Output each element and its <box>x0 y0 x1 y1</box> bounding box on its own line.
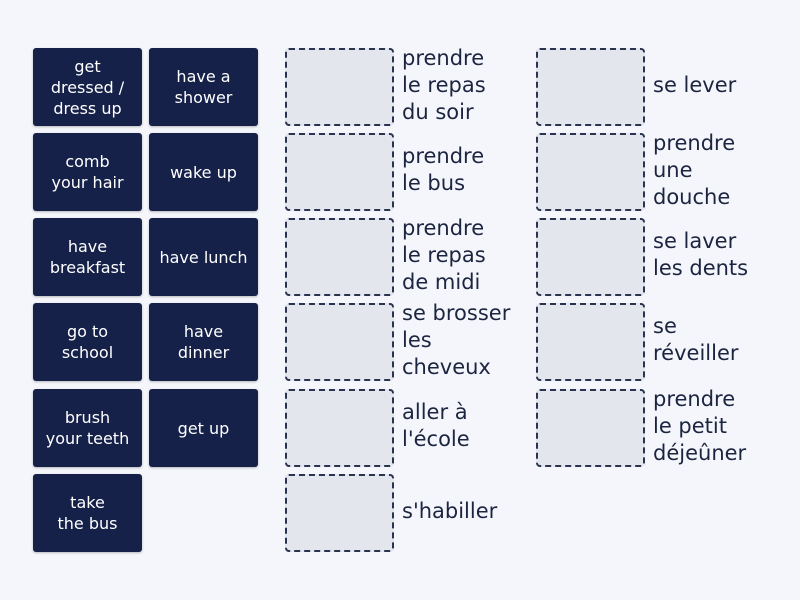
drop-slot[interactable] <box>536 48 645 126</box>
answer-card[interactable] <box>149 133 258 211</box>
target-label-text: aller à l'école <box>402 400 470 451</box>
card-text: get up <box>177 418 230 438</box>
target-label <box>402 301 527 379</box>
drop-slot[interactable] <box>536 133 645 211</box>
answer-card[interactable] <box>33 474 142 552</box>
target-label <box>653 216 778 294</box>
target-label-text: prendre le repas de midi <box>402 215 486 294</box>
drop-slot[interactable] <box>285 218 394 296</box>
card-text: have a shower <box>174 67 233 107</box>
target-label-text: se brosser les cheveux <box>402 300 511 379</box>
answer-card[interactable] <box>149 303 258 381</box>
card-text: brush your teeth <box>45 408 130 448</box>
card-text: take the bus <box>57 493 118 533</box>
target-label <box>402 131 527 209</box>
card-text: have lunch <box>159 247 248 267</box>
target-label-text: se réveiller <box>653 314 739 365</box>
drop-slot[interactable] <box>285 474 394 552</box>
answer-card[interactable] <box>149 218 258 296</box>
drop-slot[interactable] <box>285 389 394 467</box>
drop-slot[interactable] <box>285 133 394 211</box>
answer-card[interactable] <box>33 303 142 381</box>
target-label <box>653 46 778 124</box>
card-text: get dressed / dress up <box>50 56 125 118</box>
target-label <box>402 472 527 550</box>
target-label <box>653 131 778 209</box>
card-text: comb your hair <box>51 152 124 192</box>
answer-card[interactable] <box>149 48 258 126</box>
answer-card[interactable] <box>33 48 142 126</box>
card-text: wake up <box>170 162 237 182</box>
drop-slot[interactable] <box>536 303 645 381</box>
drop-slot[interactable] <box>285 303 394 381</box>
target-label <box>402 216 527 294</box>
target-label <box>402 46 527 124</box>
card-text: have breakfast <box>49 237 126 277</box>
target-label-text: se laver les dents <box>653 229 749 280</box>
answer-card[interactable] <box>33 389 142 467</box>
answer-card[interactable] <box>33 218 142 296</box>
target-label-text: prendre le repas du soir <box>402 45 486 124</box>
drop-slot[interactable] <box>285 48 394 126</box>
target-label-text: prendre une douche <box>653 130 736 209</box>
target-label-text: s'habiller <box>402 498 498 523</box>
target-label-text: se lever <box>653 72 737 97</box>
target-label-text: prendre le bus <box>402 144 485 195</box>
target-label <box>402 387 527 465</box>
target-label <box>653 301 778 379</box>
answer-card[interactable] <box>149 389 258 467</box>
drop-slot[interactable] <box>536 389 645 467</box>
card-text: have dinner <box>177 322 230 362</box>
card-text: go to school <box>61 322 114 362</box>
target-label-text: prendre le petit déjeûner <box>653 386 747 465</box>
answer-card[interactable] <box>33 133 142 211</box>
target-label <box>653 387 778 465</box>
drop-slot[interactable] <box>536 218 645 296</box>
